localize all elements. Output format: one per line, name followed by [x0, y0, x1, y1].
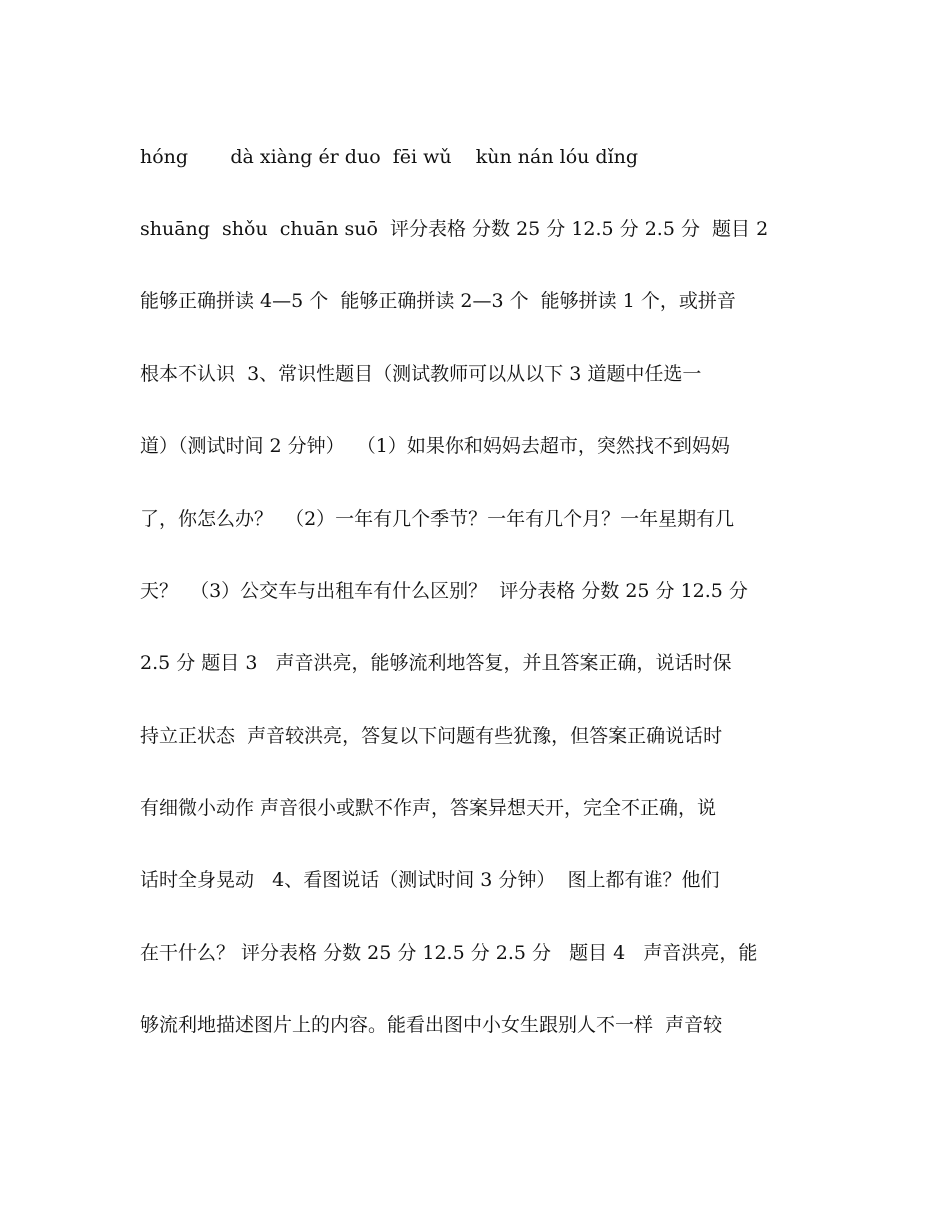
text-line-6: 了，你怎么办？ （2）一年有几个季节？一年有几个月？一年星期有几: [140, 508, 735, 530]
text-line-8: 2.5 分 题目 3 声音洪亮，能够流利地答复，并且答案正确，说话时保: [140, 652, 732, 674]
text-line-10: 有细微小动作 声音很小或默不作声，答案异想天开，完全不正确，说: [140, 797, 717, 819]
text-line-13: 够流利地描述图片上的内容。能看出图中小女生跟别人不一样 声音较: [140, 1014, 723, 1036]
text-line-3: 能够正确拼读 4—5 个 能够正确拼读 2—3 个 能够拼读 1 个，或拼音: [140, 290, 736, 312]
text-line-1: hóng dà xiàng ér duo fēi wǔ kùn nán lóu dǐng: [140, 146, 639, 168]
text-line-7: 天？ （3）公交车与出租车有什么区别？ 评分表格 分数 25 分 12.5 分: [140, 580, 748, 602]
text-line-5: 道）（测试时间 2 分钟） （1）如果你和妈妈去超市，突然找不到妈妈: [140, 435, 730, 457]
text-line-9: 持立正状态 声音较洪亮，答复以下问题有些犹豫，但答案正确说话时: [140, 725, 723, 747]
text-line-11: 话时全身晃动 4、看图说话（测试时间 3 分钟） 图上都有谁？他们: [140, 869, 720, 891]
text-line-12: 在干什么？ 评分表格 分数 25 分 12.5 分 2.5 分 题目 4 声音洪亮，能: [140, 942, 758, 964]
text-line-2: shuāng shǒu chuān suō 评分表格 分数 25 分 12.5 分 2.5 分 题目 2: [140, 218, 769, 240]
text-line-4: 根本不认识 3、常识性题目（测试教师可以从以下 3 道题中任选一: [140, 363, 702, 385]
